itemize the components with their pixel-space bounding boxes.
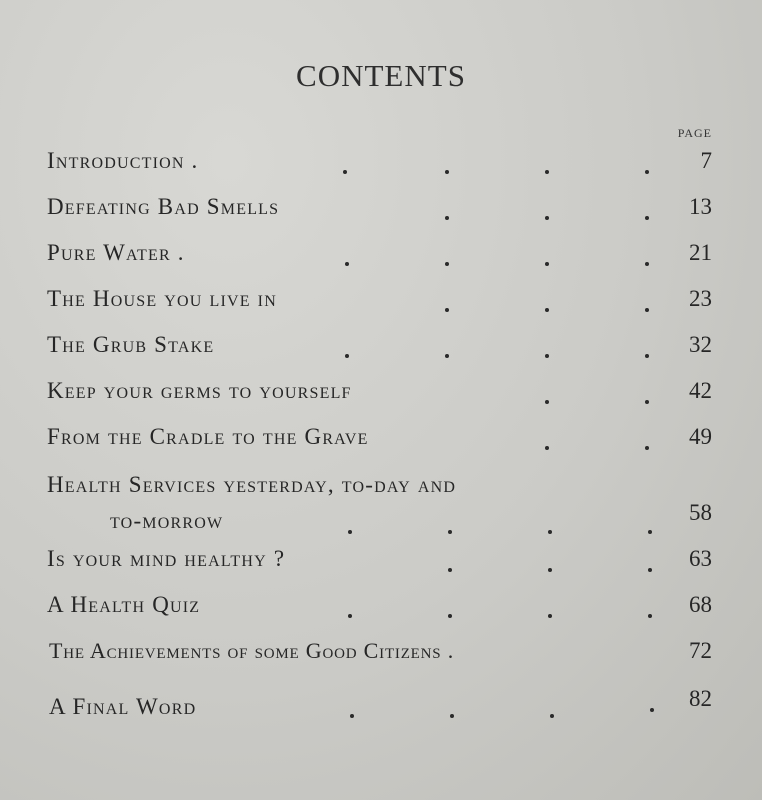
toc-entry-page: 42 — [689, 378, 712, 403]
toc-entry[interactable] — [0, 472, 762, 552]
toc-entry-page: 72 — [689, 638, 712, 663]
page-column-header: PAGE — [677, 126, 712, 140]
leader-dot — [348, 530, 352, 534]
leader-dot — [545, 170, 549, 174]
toc-entry-page: 21 — [689, 240, 712, 265]
toc-entry-page: 68 — [689, 592, 712, 617]
toc-entry-title: A Final Word — [49, 694, 197, 719]
toc-entry-page: 7 — [700, 148, 712, 173]
toc-entry[interactable] — [0, 194, 762, 234]
leader-dot — [445, 170, 449, 174]
leader-dot — [548, 568, 552, 572]
leader-dot — [545, 446, 549, 450]
toc-entry-page: 32 — [689, 332, 712, 357]
toc-entry[interactable] — [0, 424, 762, 464]
leader-dot — [445, 216, 449, 220]
leader-dot — [448, 614, 452, 618]
toc-entry-title: The Grub Stake — [47, 332, 215, 357]
toc-entry[interactable] — [0, 286, 762, 326]
toc-entry-page: 82 — [689, 686, 712, 711]
leader-dot — [445, 262, 449, 266]
toc-entry-page: 23 — [689, 286, 712, 311]
leader-dot — [548, 530, 552, 534]
leader-dot — [650, 708, 654, 712]
toc-entry-page: 63 — [689, 546, 712, 571]
toc-entry-title: Introduction . — [47, 148, 199, 173]
leader-dot — [350, 714, 354, 718]
leader-dot — [648, 568, 652, 572]
toc-entry[interactable] — [0, 638, 762, 678]
leader-dot — [450, 714, 454, 718]
toc-entry-title: Keep your germs to yourself — [47, 378, 352, 403]
leader-dot — [645, 400, 649, 404]
toc-entry[interactable] — [0, 546, 762, 586]
leader-dot — [348, 614, 352, 618]
leader-dot — [345, 354, 349, 358]
toc-entry[interactable] — [0, 148, 762, 188]
leader-dot — [645, 216, 649, 220]
toc-entry-page: 13 — [689, 194, 712, 219]
leader-dot — [548, 614, 552, 618]
toc-entry[interactable] — [0, 592, 762, 632]
leader-dot — [545, 308, 549, 312]
leader-dot — [545, 262, 549, 266]
toc-entry[interactable] — [0, 240, 762, 280]
leader-dot — [448, 530, 452, 534]
leader-dot — [648, 530, 652, 534]
toc-entry-title: Defeating Bad Smells — [47, 194, 280, 219]
toc-entry[interactable] — [0, 332, 762, 372]
toc-entry-title: A Health Quiz — [47, 592, 201, 617]
leader-dot — [645, 354, 649, 358]
leader-dot — [645, 170, 649, 174]
leader-dot — [448, 568, 452, 572]
toc-entry[interactable] — [0, 686, 762, 726]
toc-entry-page: 58 — [689, 500, 712, 525]
toc-entry-title: Pure Water . — [47, 240, 185, 265]
leader-dot — [545, 400, 549, 404]
leader-dot — [545, 354, 549, 358]
toc-entry[interactable] — [0, 378, 762, 418]
leader-dot — [345, 262, 349, 266]
leader-dot — [550, 714, 554, 718]
toc-entry-title: Health Services yesterday, to-day and — [47, 472, 457, 497]
leader-dot — [445, 354, 449, 358]
leader-dot — [445, 308, 449, 312]
toc-entry-title: Is your mind healthy ? — [47, 546, 286, 571]
toc-entry-title: The Achievements of some Good Citizens . — [49, 638, 454, 663]
page-title: CONTENTS — [296, 58, 466, 93]
toc-entry-title: From the Cradle to the Grave — [47, 424, 369, 449]
toc-entry-page: 49 — [689, 424, 712, 449]
leader-dot — [545, 216, 549, 220]
leader-dot — [645, 446, 649, 450]
leader-dot — [648, 614, 652, 618]
toc-entry-title-continued: to-morrow — [110, 508, 224, 533]
toc-entry-title: The House you live in — [47, 286, 277, 311]
leader-dot — [343, 170, 347, 174]
leader-dot — [645, 262, 649, 266]
leader-dot — [645, 308, 649, 312]
